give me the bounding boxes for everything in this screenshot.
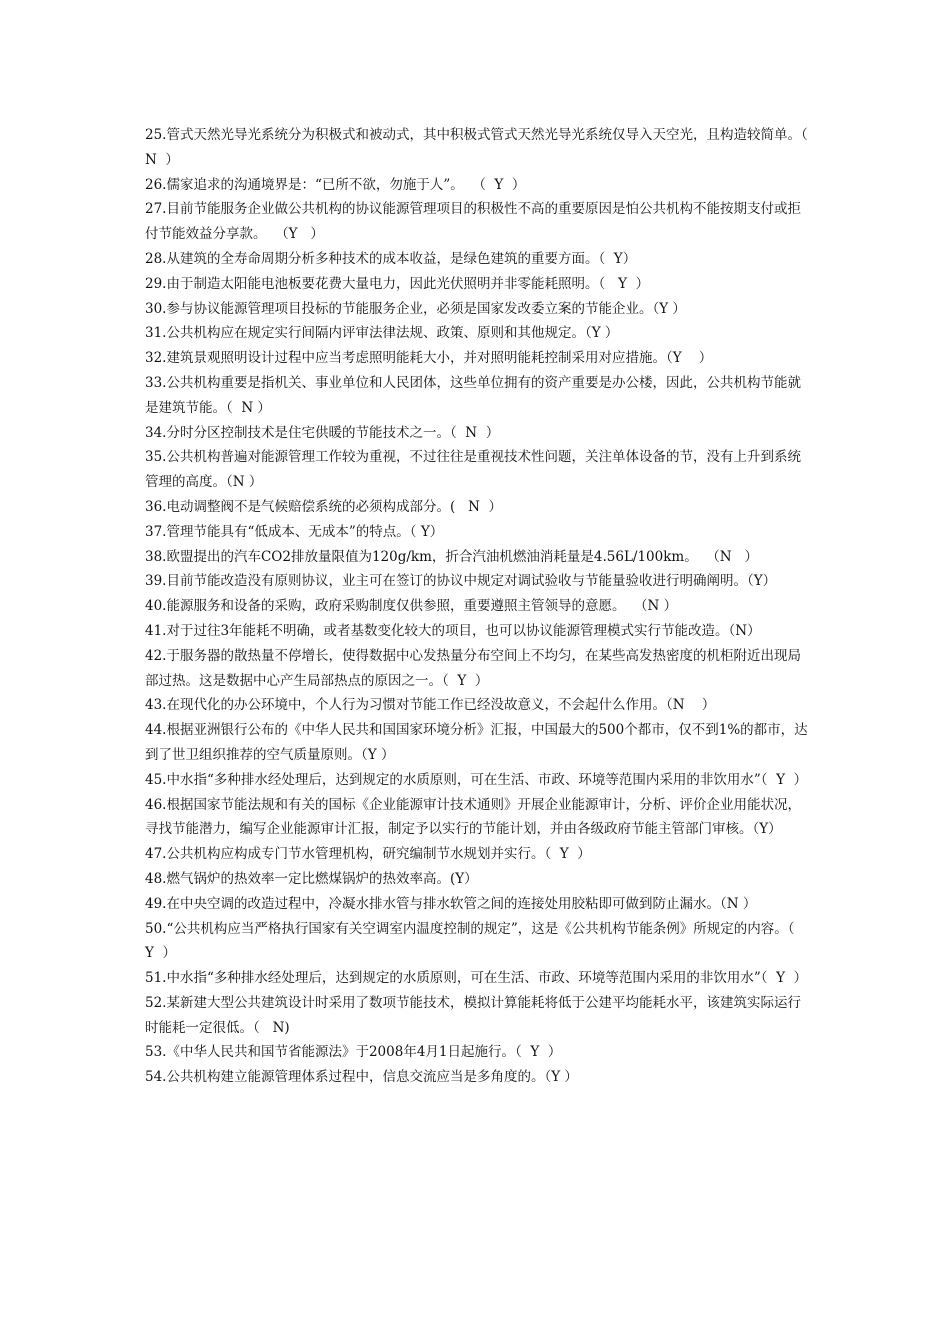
question-27: 27.目前节能服务企业做公共机构的协议能源管理项目的积极性不高的重要原因是怕公共机构不能按期支付或拒付节能效益分享款。 （Y ） <box>145 201 801 243</box>
question-26: 26.儒家追求的沟通境界是：“已所不欲，勿施于人”。 （ Y ） <box>145 176 526 193</box>
question-34: 34.分时分区控制技术是住宅供暖的节能技术之一。（ N ） <box>145 424 500 441</box>
question-39: 39.目前节能改造没有原则协议，业主可在签订的协议中规定对调试验收与节能量验收进行明确阐明。（Y） <box>145 573 777 590</box>
question-52: 52.某新建大型公共建筑设计时采用了数项节能技术，模拟计算能耗将低于公建平均能耗水平，该建筑实际运行时能耗一定很低。（ N) <box>145 994 801 1036</box>
question-40: 40.能源服务和设备的采购，政府采购制度仅供参照，重要遵照主管领导的意愿。 （N ） <box>145 598 678 615</box>
question-51: 51.中水指“多种排水经处理后，达到规定的水质原则，可在生活、市政、环境等范围内采用的非饮用水”（ Y ） <box>145 970 808 987</box>
question-53: 53.《中华人民共和国节省能源法》于2008年4月1日起施行。（ Y ） <box>145 1044 562 1061</box>
question-32: 32.建筑景观照明设计过程中应当考虑照明能耗大小，并对照明能耗控制采用对应措施。（Y ） <box>145 350 713 367</box>
question-43: 43.在现代化的办公环境中，个人行为习惯对节能工作已经没故意义，不会起什么作用。（N ） <box>145 697 716 714</box>
question-46: 46.根据国家节能法规和有关的国标《企业能源审计技术通则》开展企业能源审计，分析、评价企业用能状况，寻找节能潜力，编写企业能源审计汇报，制定予以实行的节能计划，并由各级政府节能主管部门审核。（Y） <box>145 796 801 838</box>
question-35: 35.公共机构普遍对能源管理工作较为重视，不过往往是重视技术性问题，关注单体设备的节，没有上升到系统管理的高度。（N ） <box>145 449 801 491</box>
question-44: 44.根据亚洲银行公布的《中华人民共和国国家环境分析》汇报，中国最大的500个都市，仅不到1%的都市，达到了世卫组织推荐的空气质量原则。（Y ） <box>145 722 808 763</box>
question-38: 38.欧盟提出的汽车CO2排放量限值为120g/km，折合汽油机燃油消耗量是4.56L/100km。 （N ） <box>145 548 758 565</box>
question-50: 50.“公共机构应当严格执行国家有关空调室内温度控制的规定”，这是《公共机构节能条例》所规定的内容。（ Y ） <box>145 920 804 962</box>
question-45: 45.中水指“多种排水经处理后，达到规定的水质原则，可在生活、市政、环境等范围内采用的非饮用水”（ Y ） <box>145 771 808 788</box>
question-31: 31.公共机构应在规定实行间隔内评审法律法规、政策、原则和其他规定。（Y ） <box>145 325 619 342</box>
question-33: 33.公共机构重要是指机关、事业单位和人民团体，这些单位拥有的资产重要是办公楼，因此，公共机构节能就是建筑节能。（ N ） <box>145 374 801 416</box>
question-47: 47.公共机构应构成专门节水管理机构，研究编制节水规划并实行。（ Y ） <box>145 846 591 863</box>
question-28: 28.从建筑的全寿命周期分析多种技术的成本收益，是绿色建筑的重要方面。（ Y） <box>145 250 637 267</box>
question-30: 30.参与协议能源管理项目投标的节能服务企业，必须是国家发改委立案的节能企业。（Y ） <box>145 300 686 317</box>
question-list <box>145 123 817 1090</box>
question-36: 36.电动调整阀不是气候赔偿系统的必须构成部分。( N ） <box>145 498 503 515</box>
question-37: 37.管理节能具有“低成本、无成本”的特点。（ Y） <box>145 523 444 540</box>
question-54: 54.公共机构建立能源管理体系过程中，信息交流应当是多角度的。（Y ） <box>145 1069 578 1086</box>
question-48: 48.燃气锅炉的热效率一定比燃煤锅炉的热效率高。(Y） <box>145 870 478 887</box>
question-25: 25.管式天然光导光系统分为积极式和被动式，其中积极式管式天然光导光系统仅导入天空光，且构造较简单。（ N ） <box>145 127 817 168</box>
question-41: 41.对于过往3年能耗不明确，或者基数变化较大的项目，也可以协议能源管理模式实行节能改造。（N） <box>145 622 761 639</box>
question-49: 49.在中央空调的改造过程中，冷凝水排水管与排水软管之间的连接处用胶粘即可做到防止漏水。（N ） <box>145 895 757 912</box>
question-29: 29.由于制造太阳能电池板要花费大量电力，因此光伏照明并非零能耗照明。（ Y ） <box>145 275 650 292</box>
question-42: 42.于服务器的散热量不停增长，使得数据中心发热量分布空间上不均匀，在某些高发热密度的机柜附近出现局部过热。这是数据中心产生局部热点的原因之一。（ Y ） <box>145 647 801 689</box>
